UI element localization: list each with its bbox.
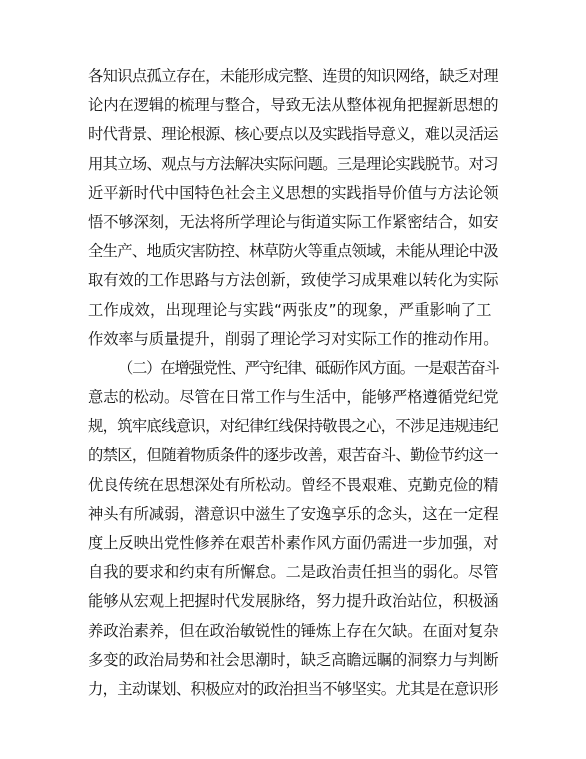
text-line: 力，主动谋划、积极应对的政治担当不够坚实。尤其是在意识形: [88, 679, 498, 698]
body-text: [88, 62, 498, 704]
text-line: 各知识点孤立存在，未能形成完整、连贯的知识网络，缺乏对理: [88, 67, 498, 85]
text-line: 论内在逻辑的梳理与整合，导致无法从整体视角把握新思想的: [88, 96, 499, 115]
text-line: 取有效的工作思路与方法创新，致使学习成果难以转化为实际: [88, 271, 499, 290]
text-line: 多变的政治局势和社会思潮时，缺乏高瞻远瞩的洞察力与判断: [88, 650, 499, 669]
text-line: 能够从宏观上把握时代发展脉络，努力提升政治站位，积极涵: [88, 592, 499, 611]
text-line: 悟不够深刻，无法将所学理论与街道实际工作紧密结合，如安: [88, 212, 499, 231]
text-line: 优良传统在思想深处有所松动。曾经不畏艰难、克勤克俭的精: [88, 475, 499, 494]
text-line: 规，筑牢底线意识，对纪律红线保持敬畏之心，不涉足违规违纪: [88, 417, 498, 436]
text-line: 近平新时代中国特色社会主义思想的实践指导价值与方法论领: [88, 183, 499, 202]
text-line: 全生产、地质灾害防控、林草防火等重点领域，未能从理论中汲: [88, 242, 498, 261]
text-line: 作效率与质量提升，削弱了理论学习对实际工作的推动作用。: [88, 329, 499, 348]
text-line: 神头有所减弱，潜意识中滋生了安逸享乐的念头，这在一定程: [88, 504, 499, 523]
text-line: 自我的要求和约束有所懈怠。二是政治责任担当的弱化。尽管: [88, 563, 499, 582]
text-line: 时代背景、理论根源、核心要点以及实践指导意义，难以灵活运: [88, 125, 498, 144]
text-line: （二）在增强党性、严守纪律、砥砺作风方面。一是艰苦奋斗: [118, 358, 499, 377]
text-line: 用其立场、观点与方法解决实际问题。三是理论实践脱节。对习: [88, 154, 498, 173]
text-line: 工作成效，出现理论与实践“两张皮”的现象，严重影响了工: [88, 300, 492, 319]
text-line: 意志的松动。尽管在日常工作与生活中，能够严格遵循党纪党: [88, 388, 499, 407]
text-line: 度上反映出党性修养在艰苦朴素作风方面仍需进一步加强，对: [88, 534, 499, 552]
text-line: 的禁区，但随着物质条件的逐步改善，艰苦奋斗、勤俭节约这一: [88, 446, 498, 465]
text-line: 养政治素养，但在政治敏锐性的锤炼上存在欠缺。在面对复杂: [88, 621, 499, 640]
